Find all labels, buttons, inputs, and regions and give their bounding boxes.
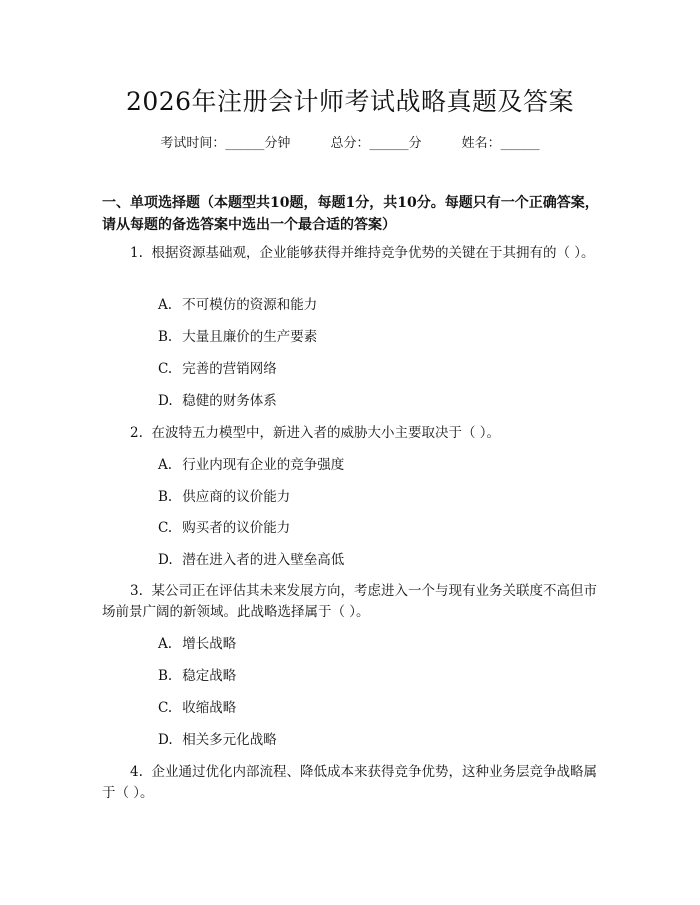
option-letter: C. [158, 700, 173, 716]
question-2 [102, 423, 607, 444]
option-text: 稳健的财务体系 [182, 393, 277, 409]
option-2c [158, 518, 290, 538]
option-3c [158, 698, 236, 718]
question-4 [102, 762, 607, 804]
page-title: 2026年注册会计师考试战略真题及答案 [125, 87, 575, 116]
exam-meta [0, 132, 700, 151]
exam-time-field: 考试时间：______分钟 [160, 136, 291, 151]
option-1b [158, 327, 317, 347]
option-3b [158, 666, 236, 686]
option-1c [158, 359, 277, 379]
option-text: 潜在进入者的进入壁垒高低 [182, 552, 345, 568]
option-letter: A. [158, 297, 173, 313]
option-text: 增长战略 [182, 636, 237, 652]
option-letter: A. [158, 636, 173, 652]
question-number: 4. [130, 764, 143, 780]
option-letter: C. [158, 520, 173, 536]
option-text: 购买者的议价能力 [182, 520, 291, 536]
question-number: 2. [130, 425, 143, 441]
question-text: 某公司正在评估其未来发展方向，考虑进入一个与现有业务关联度不高但市场前景广阔的新领域。此战略选择属于（ ）。 [102, 583, 597, 620]
option-text: 完善的营销网络 [182, 361, 277, 377]
question-1 [102, 243, 607, 264]
option-text: 稳定战略 [182, 668, 237, 684]
option-letter: B. [158, 668, 173, 684]
question-number: 1. [130, 245, 143, 261]
question-number: 3. [130, 583, 143, 599]
section-header: 一、单项选择题（本题型共10题，每题1分，共10分。每题只有一个正确答案，请从每题的备选答案中选出一个最合适的答案） [102, 195, 599, 233]
option-text: 大量且廉价的生产要素 [182, 329, 318, 345]
option-3a [158, 634, 236, 654]
name-field: 姓名：______ [461, 136, 540, 151]
option-1d [158, 391, 277, 411]
option-letter: A. [158, 457, 173, 473]
option-text: 行业内现有企业的竞争强度 [182, 457, 345, 473]
question-text: 企业通过优化内部流程、降低成本来获得竞争优势，这种业务层竞争战略属于（ ）。 [102, 764, 597, 801]
option-2b [158, 487, 290, 507]
option-text: 不可模仿的资源和能力 [182, 297, 318, 313]
option-letter: D. [158, 732, 173, 748]
option-2d [158, 550, 344, 570]
total-score-field: 总分：______分 [330, 136, 422, 151]
option-letter: D. [158, 393, 173, 409]
option-letter: D. [158, 552, 173, 568]
option-text: 供应商的议价能力 [182, 489, 291, 505]
option-1a [158, 295, 317, 315]
option-2a [158, 455, 344, 475]
option-letter: B. [158, 329, 173, 345]
option-text: 相关多元化战略 [182, 732, 277, 748]
question-text: 在波特五力模型中，新进入者的威胁大小主要取决于（ ）。 [151, 425, 501, 441]
question-text: 根据资源基础观，企业能够获得并维持竞争优势的关键在于其拥有的（ ）。 [151, 245, 595, 261]
question-3 [102, 581, 607, 623]
option-letter: B. [158, 489, 173, 505]
option-3d [158, 730, 277, 750]
option-letter: C. [158, 361, 173, 377]
option-text: 收缩战略 [182, 700, 237, 716]
